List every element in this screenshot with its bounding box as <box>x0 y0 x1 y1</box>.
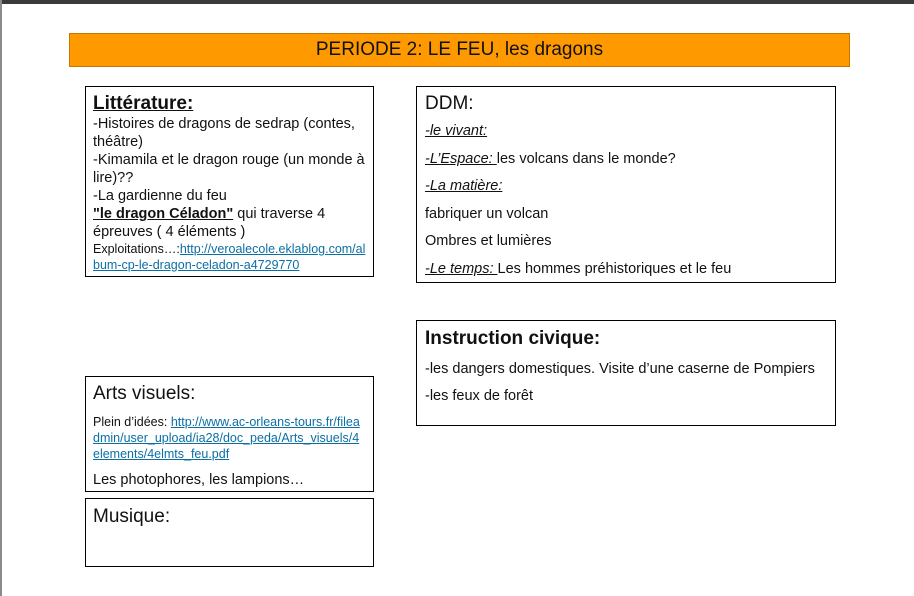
page-title-banner <box>69 33 850 67</box>
musique-box <box>85 498 374 567</box>
celadon-description: qui traverse 4 épreuves ( 4 éléments ) <box>93 206 326 240</box>
arts-idees <box>93 414 366 462</box>
litterature-box <box>85 86 374 277</box>
window-left-border <box>0 0 2 596</box>
arts-heading: Arts visuels: <box>93 383 196 404</box>
ddm-temps <box>425 260 827 278</box>
ddm-heading: DDM: <box>425 93 474 114</box>
ddm-box <box>416 86 836 283</box>
page-title: PERIODE 2: LE FEU, les dragons <box>315 39 604 60</box>
litterature-line-kimamila: -Kimamila et le dragon rouge (un monde à lire)?? <box>93 152 365 186</box>
ddm-vivant-label: -le vivant: <box>425 123 488 139</box>
instruction-civique-box <box>416 320 836 426</box>
arts-photophores: Les photophores, les lampions… <box>93 472 305 488</box>
musique-heading: Musique: <box>93 506 171 527</box>
litterature-line-gardienne: -La gardienne du feu <box>93 188 227 204</box>
litterature-exploitations <box>93 241 366 273</box>
ddm-espace-label: -L’Espace: <box>425 150 497 167</box>
ddm-vivant <box>425 122 827 140</box>
arts-visuels-box <box>85 376 374 492</box>
celadon-title: "le dragon Céladon" <box>93 206 234 222</box>
ddm-volcan: fabriquer un volcan <box>425 205 549 222</box>
window-top-border <box>0 0 914 4</box>
ddm-ombres: Ombres et lumières <box>425 233 552 249</box>
ddm-espace <box>425 150 827 168</box>
litterature-line-sedrap: -Histoires de dragons de sedrap (contes, théâtre) <box>93 116 355 150</box>
civique-dangers: -les dangers domestiques. Visite d’une caserne de Pompiers <box>425 361 815 377</box>
ddm-temps-text: Les hommes préhistoriques et le feu <box>497 260 732 277</box>
arts-idees-link[interactable]: http://www.ac-orleans-tours.fr/fileadmin/user_upload/ia28/doc_peda/Arts_visuels/4elements/4elmts_feu.pdf <box>93 415 360 461</box>
ddm-matiere-label: -La matière: <box>425 178 503 194</box>
ddm-espace-text: les volcans dans le monde? <box>496 150 676 167</box>
ddm-temps-label: -Le temps: <box>425 260 498 277</box>
civique-heading: Instruction civique: <box>425 328 601 349</box>
ddm-matiere <box>425 177 827 195</box>
exploitations-label: Exploitations…: <box>93 242 180 256</box>
exploitations-link[interactable]: http://veroalecole.eklablog.com/album-cp-le-dragon-celadon-a4729770 <box>93 242 366 272</box>
arts-idees-label: Plein d’idées: <box>93 415 171 429</box>
civique-feux: -les feux de forêt <box>425 388 533 404</box>
litterature-line-celadon <box>93 205 366 241</box>
litterature-heading: Littérature: <box>93 93 194 114</box>
